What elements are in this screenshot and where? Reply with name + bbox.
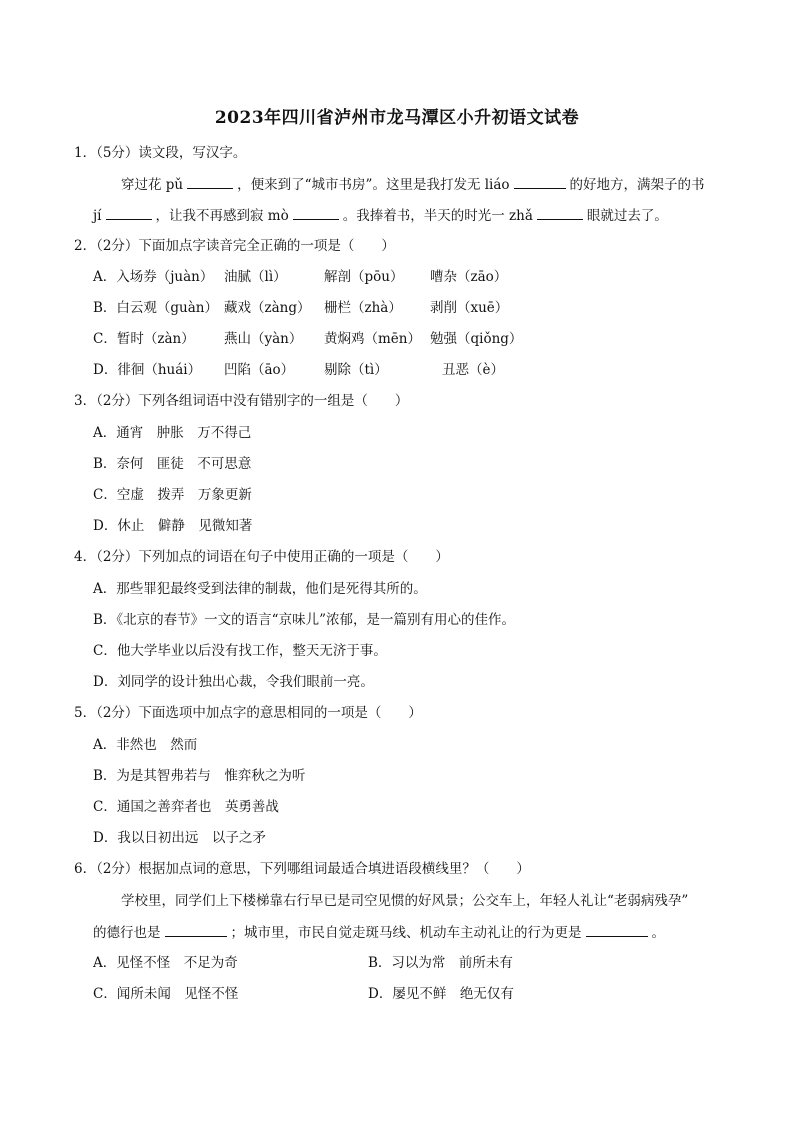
question-4-option[interactable]: C．他大学毕业以后没有找工作，整天无济于事。 — [93, 643, 387, 659]
question-4-stem: 4．（2分）下列加点的词语在句子中使用正确的一项是（ ） — [74, 549, 449, 565]
question-1-line-1 — [121, 174, 705, 195]
option-item: 栅栏（zhà） — [324, 300, 402, 316]
option-item: 油腻（lì） — [224, 269, 287, 285]
q6-text: ；城市里，市民自觉走斑马线、机动车主动礼让的行为更是 — [230, 925, 582, 941]
question-6-stem: 6．（2分）根据加点词的意思，下列哪组词最适合填进语段横线里？（ ） — [74, 861, 530, 877]
option-item: 黄焖鸡（mēn） — [324, 331, 421, 347]
q1-text: 穿过花 pǔ — [121, 177, 184, 193]
question-3-option[interactable]: C．空虚 拨弄 万象更新 — [93, 487, 252, 503]
question-1-line-2 — [93, 205, 668, 226]
question-2-option[interactable] — [93, 360, 504, 380]
q6-text: 。 — [651, 925, 665, 941]
question-5-option[interactable]: D．我以日初出远 以子之矛 — [93, 830, 266, 846]
q1-text: ，让我不再感到寂 mò — [155, 208, 289, 224]
option-item: C．暂时（zàn） — [93, 331, 195, 347]
q1-text: jí — [93, 208, 102, 224]
question-1-stem: 1．（5分）读文段，写汉字。 — [74, 145, 247, 161]
option-item: 藏戏（zàng） — [224, 300, 311, 316]
question-3-option[interactable]: D．休止 僻静 见微知著 — [93, 518, 253, 534]
question-3-stem: 3．（2分）下列各组词语中没有错别字的一组是（ ） — [74, 393, 409, 409]
page-title: 2023年四川省泸州市龙马潭区小升初语文试卷 — [214, 108, 580, 128]
option-item: 剔除（tì） — [324, 362, 388, 378]
answer-blank[interactable] — [293, 205, 339, 220]
q6-text: 的德行也是 — [93, 925, 161, 941]
answer-blank[interactable] — [514, 174, 566, 189]
q1-text: 。我捧着书，半天的时光一 zhǎ — [342, 208, 533, 224]
question-5-stem: 5．（2分）下面选项中加点字的意思相同的一项是（ ） — [74, 705, 422, 721]
question-5-option[interactable]: B．为是其智弗若与 惟弈秋之为听 — [93, 768, 306, 784]
question-4-option[interactable]: A．那些罪犯最终受到法律的制裁，他们是死得其所的。 — [93, 581, 427, 597]
question-3-option[interactable]: A．通宵 肿胀 万不得己 — [93, 425, 252, 441]
question-2-option[interactable] — [93, 267, 507, 287]
question-3-option[interactable]: B．奈何 匪徒 不可思意 — [93, 456, 252, 472]
option-item: B．白云观（guàn） — [93, 300, 219, 316]
answer-blank[interactable] — [106, 205, 152, 220]
option-item: A．入场券（juàn） — [93, 269, 214, 285]
q1-text: 的好地方，满架子的书 — [569, 177, 705, 193]
option-item: 勉强（qiǒng） — [430, 331, 523, 347]
q1-text: ，便来到了“城市书房”。这里是我打发无 liáo — [237, 177, 510, 193]
question-6-option[interactable]: B．习以为常 前所未有 — [368, 955, 513, 971]
question-6-paragraph: 学校里，同学们上下楼梯靠右行早已是司空见惯的好风景；公交车上，年轻人礼让“老弱病残孕” — [121, 893, 689, 909]
question-6-options-row — [93, 953, 513, 973]
question-5-option[interactable]: A．非然也 然而 — [93, 737, 198, 753]
option-item: 凹陷（āo） — [224, 362, 295, 378]
answer-blank[interactable] — [537, 205, 583, 220]
answer-blank[interactable] — [165, 922, 227, 937]
question-4-option[interactable]: B．《北京的春节》一文的语言“京味儿”浓郁，是一篇别有用心的佳作。 — [93, 612, 515, 628]
question-2-option[interactable] — [93, 298, 508, 318]
question-2-stem: 2．（2分）下面加点字读音完全正确的一项是（ ） — [74, 238, 395, 254]
option-item: 丑恶（è） — [442, 362, 504, 378]
question-2-option[interactable] — [93, 329, 522, 349]
option-item: 解剖（pōu） — [324, 269, 404, 285]
answer-blank[interactable] — [187, 174, 233, 189]
question-6-option[interactable]: D．屡见不鲜 绝无仅有 — [368, 986, 514, 1002]
question-6-paragraph-2 — [93, 922, 665, 943]
question-4-option[interactable]: D．刘同学的设计独出心裁，令我们眼前一亮。 — [93, 674, 374, 690]
question-6-options-row — [93, 984, 514, 1004]
option-item: 燕山（yàn） — [224, 331, 303, 347]
question-5-option[interactable]: C．通国之善弈者也 英勇善战 — [93, 799, 279, 815]
q1-text: 眼就过去了。 — [586, 208, 668, 224]
question-6-option[interactable]: A．见怪不怪 不足为奇 — [93, 955, 238, 971]
option-item: 嘈杂（zāo） — [430, 269, 508, 285]
answer-blank[interactable] — [586, 922, 648, 937]
option-item: D．徘徊（huái） — [93, 362, 202, 378]
question-6-option[interactable]: C．闻所未闻 见怪不怪 — [93, 986, 239, 1002]
option-item: 剥削（xuē） — [430, 300, 509, 316]
